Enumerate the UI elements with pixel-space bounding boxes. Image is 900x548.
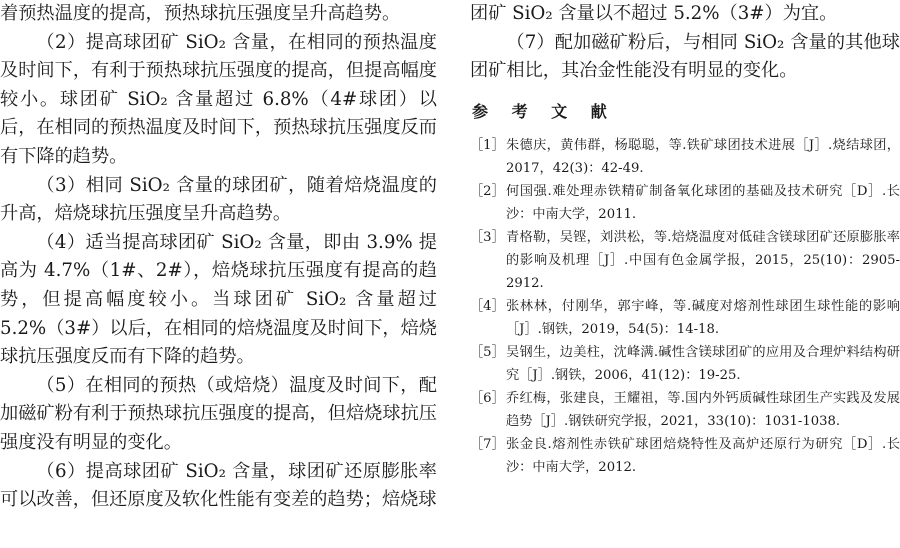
reference-text: 张林林，付刚华，郭宇峰，等.碱度对熔剂性球团生球性能的影响［J］.钢铁，2019，54(5)：14-18. <box>506 298 900 337</box>
conclusions-text-continued <box>470 0 900 86</box>
reference-text: 何国强.难处理赤铁精矿制备氧化球团的基础及技术研究［D］.长沙：中南大学，2011. <box>506 183 900 222</box>
paragraph-6-continued: 团矿 SiO₂ 含量以不超过 5.2%（3#）为宜。 <box>470 3 838 24</box>
paragraph-1-continued: 着预热温度的提高，预热球抗压强度呈升高趋势。 <box>0 3 401 24</box>
reference-item <box>470 180 900 226</box>
right-column <box>470 0 900 479</box>
reference-item <box>470 387 900 433</box>
reference-item <box>470 226 900 295</box>
reference-number: ［6］ <box>470 390 505 406</box>
reference-text: 吴钢生，边美柱，沈峰满.碱性含镁球团矿的应用及合理炉料结构研究［J］.钢铁，2006，41(12)：19-25. <box>506 344 900 383</box>
conclusions-text <box>0 0 437 515</box>
reference-number: ［1］ <box>470 137 505 153</box>
reference-item <box>470 433 900 479</box>
reference-text: 张金良.熔剂性赤铁矿球团焙烧特性及高炉还原行为研究［D］.长沙：中南大学，2012. <box>506 436 900 475</box>
reference-number: ［4］ <box>470 298 505 314</box>
paragraph-6: （6）提高球团矿 SiO₂ 含量，球团矿还原膨胀率可以改善，但还原度及软化性能有变差的趋势；焙烧球 <box>0 460 437 511</box>
reference-item <box>470 295 900 341</box>
reference-number: ［2］ <box>470 183 505 199</box>
paragraph-3: （3）相同 SiO₂ 含量的球团矿，随着焙烧温度的升高，焙烧球抗压强度呈升高趋势。 <box>0 174 437 225</box>
paragraph-4: （4）适当提高球团矿 SiO₂ 含量，即由 3.9% 提高为 4.7%（1#、2#），焙烧球抗压强度有提高的趋势，但提高幅度较小。当球团矿 SiO₂ 含量超过 5.2%（3#）以后，在相同的焙烧温度及时间下，焙烧球抗压强度反而有下降的趋势。 <box>0 231 437 368</box>
paragraph-2: （2）提高球团矿 SiO₂ 含量，在相同的预热温度及时间下，有利于预热球抗压强度的提高，但提高幅度较小。球团矿 SiO₂ 含量超过 6.8%（4#球团）以后，在相同的预热温度及时间下，预热球抗压强度反而有下降的趋势。 <box>0 31 437 167</box>
references-heading: 参 考 文 献 <box>472 101 616 121</box>
left-column <box>0 0 437 515</box>
reference-text: 乔红梅，张建良，王耀祖，等.国内外钙质碱性球团生产实践及发展趋势［J］.钢铁研究学报，2021，33(10)：1031-1038. <box>506 390 900 429</box>
reference-number: ［7］ <box>470 436 505 452</box>
reference-item <box>470 134 900 180</box>
paragraph-7: （7）配加磁矿粉后，与相同 SiO₂ 含量的其他球团矿相比，其冶金性能没有明显的变化。 <box>470 31 900 82</box>
reference-text: 青格勒，吴铿，刘洪松，等.焙烧温度对低硅含镁球团矿还原膨胀率的影响及机理［J］.中国有色金属学报，2015，25(10)：2905-2912. <box>506 229 900 291</box>
paragraph-5: （5）在相同的预热（或焙烧）温度及时间下，配加磁矿粉有利于预热球抗压强度的提高，但焙烧球抗压强度没有明显的变化。 <box>0 374 437 453</box>
reference-number: ［5］ <box>470 344 505 360</box>
reference-item <box>470 341 900 387</box>
reference-list <box>470 134 900 479</box>
reference-text: 朱德庆，黄伟群，杨聪聪，等.铁矿球团技术进展［J］.烧结球团，2017，42(3)：42-49. <box>506 137 900 176</box>
reference-number: ［3］ <box>470 229 505 245</box>
